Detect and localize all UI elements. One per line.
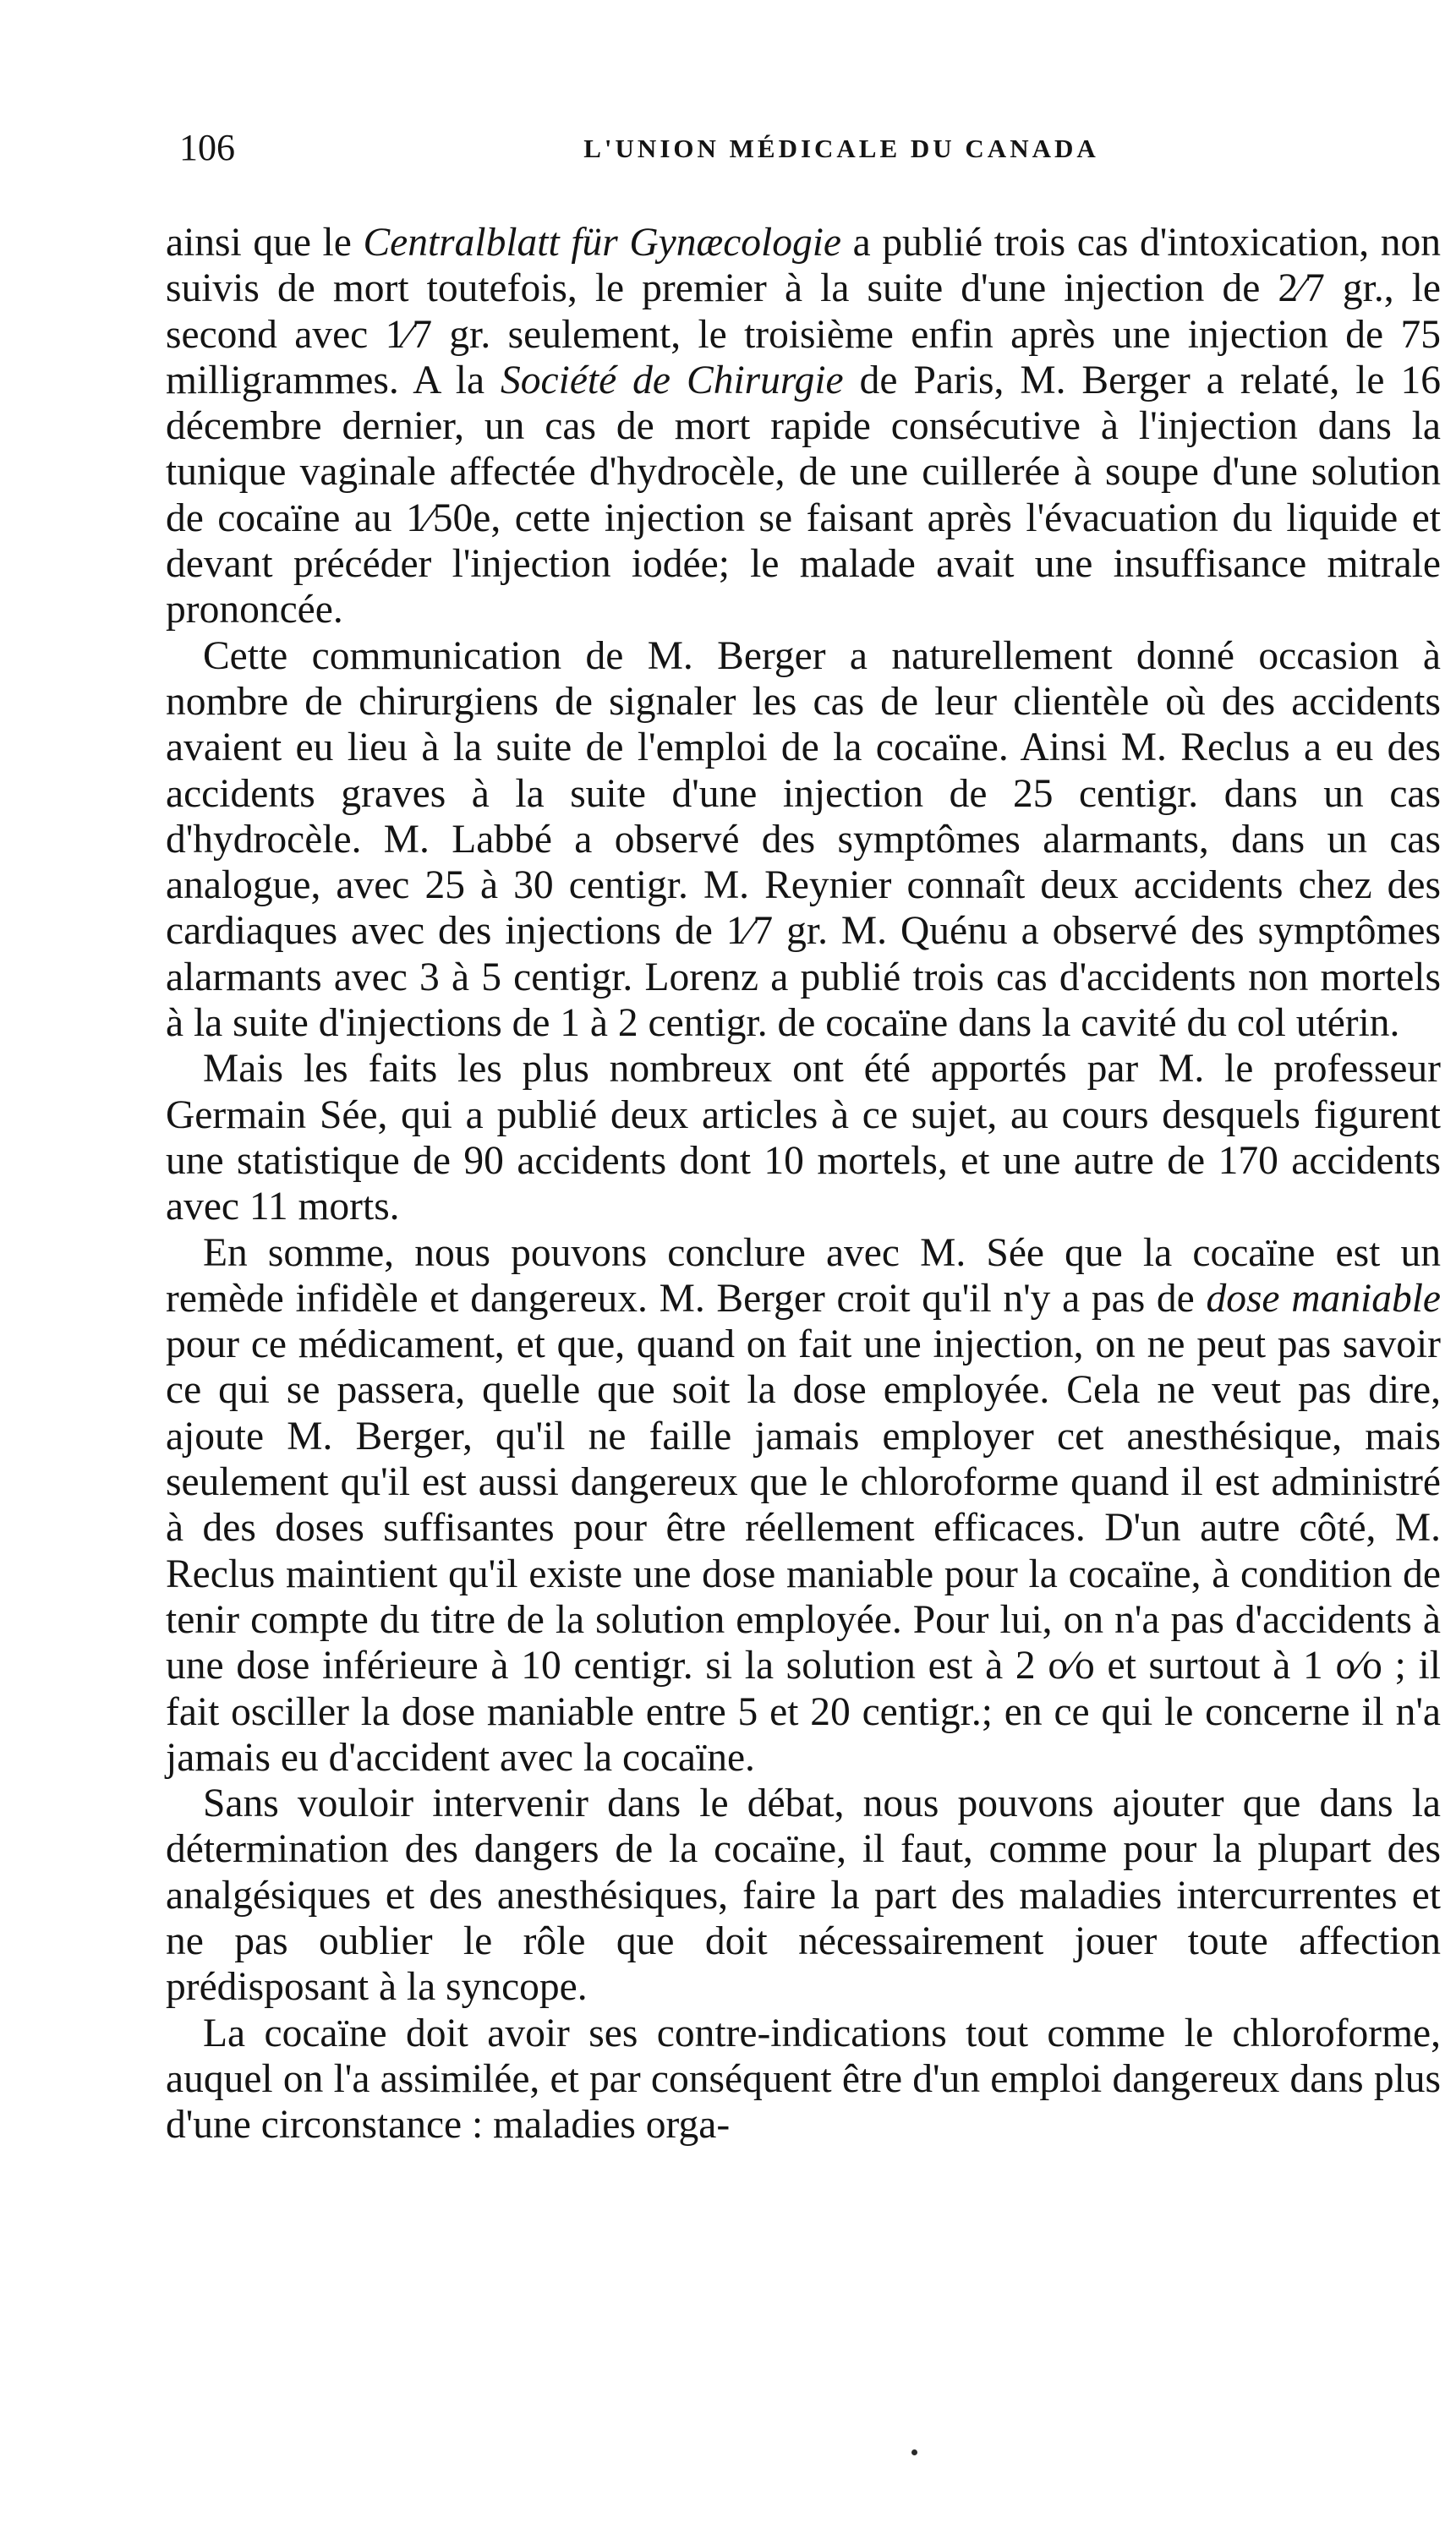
text-run: de Paris, M. Berger a relaté, le 16 décembre dernier, un cas de mort rapide consécutive à l'injection dans la tunique vaginale affectée d'hydrocèle, de une cuillerée à soupe d'une solution de cocaïne au 1⁄50e, cette injection se faisant après l'évacuation du liquide et devant précéder l'injection iodée; le malade avait une insuffisance mitrale prononcée.	[166, 358, 1441, 632]
paragraph	[166, 2011, 1441, 2148]
italic-text: Société de Chirurgie	[501, 358, 844, 402]
text-run: Sans vouloir intervenir dans le débat, nous pouvons ajouter que dans la détermination des dangers de la cocaïne, il faut, comme pour la plupart des analgésiques et des anesthésiques, faire la part des maladies intercurrentes et ne pas oublier le rôle que doit nécessairement jouer toute affection prédisposant à la syncope.	[166, 1781, 1441, 2010]
document-page	[166, 127, 1441, 2148]
text-run: La cocaïne doit avoir ses contre-indications tout comme le chloroforme, auquel on l'a assimilée, et par conséquent être d'un emploi dangereux dans plus d'une circonstance : maladies orga-	[166, 2011, 1441, 2148]
paragraph	[166, 1046, 1441, 1229]
paragraph	[166, 220, 1441, 633]
text-run: Cette communication de M. Berger a naturellement donné occasion à nombre de chirurgiens de signaler les cas de leur clientèle où des accidents avaient eu lieu à la suite de l'emploi de la cocaïne. Ainsi M. Reclus a eu des accidents graves à la suite d'une injection de 25 centigr. dans un cas d'hydrocèle. M. Labbé a observé des symptômes alarmants, dans un cas analogue, avec 25 à 30 centigr. M. Reynier connaît deux accidents chez des cardiaques avec des injections de 1⁄7 gr. M. Quénu a observé des symptômes alarmants avec 3 à 5 centigr. Lorenz a publié trois cas d'accidents non mortels à la suite d'injections de 1 à 2 centigr. de cocaïne dans la cavité du col utérin.	[166, 633, 1441, 1046]
stray-ink-dot	[911, 2449, 917, 2455]
text-run: a publié trois cas d'intoxication, non suivis de mort toutefois, le premier à la suite d'une injection de 2⁄7 gr., le second avec 1⁄7 gr. seulement, le troisième enfin après une injection de 75 milligrammes. A la	[166, 221, 1441, 402]
text-run: En somme, nous pouvons conclure avec M. Sée que la cocaïne est un remède infidèle et dangereux. M. Berger croit qu'il n'y a pas de	[166, 1230, 1441, 1321]
italic-text: Centralblatt für Gynæcologie	[363, 221, 841, 265]
paragraph	[166, 1230, 1441, 1781]
running-head	[166, 127, 1441, 186]
italic-text: dose maniable	[1206, 1276, 1441, 1321]
text-run: ainsi que le	[166, 221, 364, 265]
page-number: 106	[179, 127, 235, 168]
paragraph	[166, 633, 1441, 1047]
article-body	[166, 220, 1441, 2148]
text-run: Mais les faits les plus nombreux ont été apportés par M. le professeur Germain Sée, qui a publié deux articles à ce sujet, au cours desquels figurent une statistique de 90 accidents dont 10 mortels, et une autre de 170 accidents avec 11 morts.	[166, 1047, 1441, 1229]
text-run: pour ce médicament, et que, quand on fait une injection, on ne peut pas savoir ce qui se passera, quelle que soit la dose employée. Cela ne veut pas dire, ajoute M. Berger, qu'il ne faille jamais employer cet anesthésique, mais seulement qu'il est aussi dangereux que le chloroforme quand il est administré à des doses suffisantes pour être réellement efficaces. D'un autre côté, M. Reclus maintient qu'il existe une dose maniable pour la cocaïne, à condition de tenir compte du titre de la solution employée. Pour lui, on n'a pas d'accidents à une dose inférieure à 10 centigr. si la solution est à 2 o⁄o et surtout à 1 o⁄o ; il fait osciller la dose maniable entre 5 et 20 centigr.; en ce qui le concerne il n'a jamais eu d'accident avec la cocaïne.	[166, 1322, 1441, 1780]
paragraph	[166, 1781, 1441, 2010]
journal-title: L'UNION MÉDICALE DU CANADA	[583, 134, 1099, 163]
